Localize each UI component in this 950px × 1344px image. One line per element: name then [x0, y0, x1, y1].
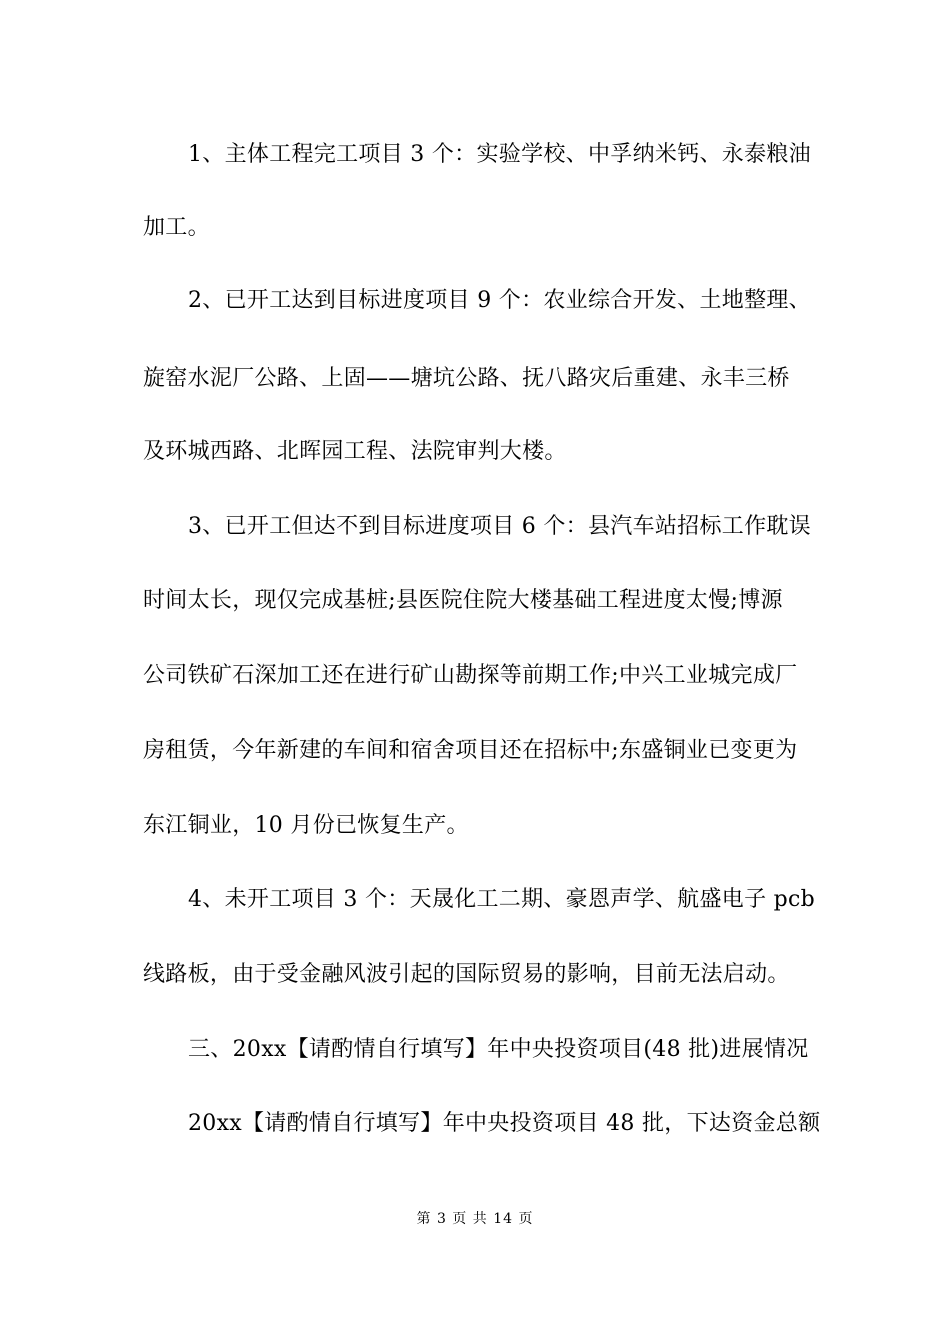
- paragraph-line: 加工。: [143, 215, 210, 240]
- paragraph-line: 及环城西路、北晖园工程、法院审判大楼。: [143, 439, 567, 464]
- paragraph-line: 20xx【请酌情自行填写】年中央投资项目 48 批，下达资金总额: [188, 1111, 821, 1136]
- paragraph-line: 线路板，由于受金融风波引起的国际贸易的影响，目前无法启动。: [143, 962, 790, 987]
- paragraph-line: 东江铜业，10 月份已恢复生产。: [143, 813, 469, 838]
- paragraph-line: 2、已开工达到目标进度项目 9 个：农业综合开发、土地整理、: [188, 288, 811, 313]
- paragraph-line: 4、未开工项目 3 个：天晟化工二期、豪恩声学、航盛电子 pcb: [188, 887, 816, 912]
- page-number-footer: 第 3 页 共 14 页: [416, 1211, 534, 1227]
- section-heading: 三、20xx【请酌情自行填写】年中央投资项目(48 批)进展情况: [188, 1037, 809, 1062]
- paragraph-line: 3、已开工但达不到目标进度项目 6 个：县汽车站招标工作耽误: [188, 514, 811, 539]
- paragraph-line: 公司铁矿石深加工还在进行矿山勘探等前期工作;中兴工业城完成厂: [143, 663, 798, 688]
- paragraph-line: 旋窑水泥厂公路、上固——塘坑公路、抚八路灾后重建、永丰三桥: [143, 366, 790, 391]
- paragraph-line: 时间太长，现仅完成基桩;县医院住院大楼基础工程进度太慢;博源: [143, 588, 783, 613]
- paragraph-line: 房租赁，今年新建的车间和宿舍项目还在招标中;东盛铜业已变更为: [143, 738, 798, 763]
- paragraph-line: 1、主体工程完工项目 3 个：实验学校、中孚纳米钙、永泰粮油: [188, 142, 811, 167]
